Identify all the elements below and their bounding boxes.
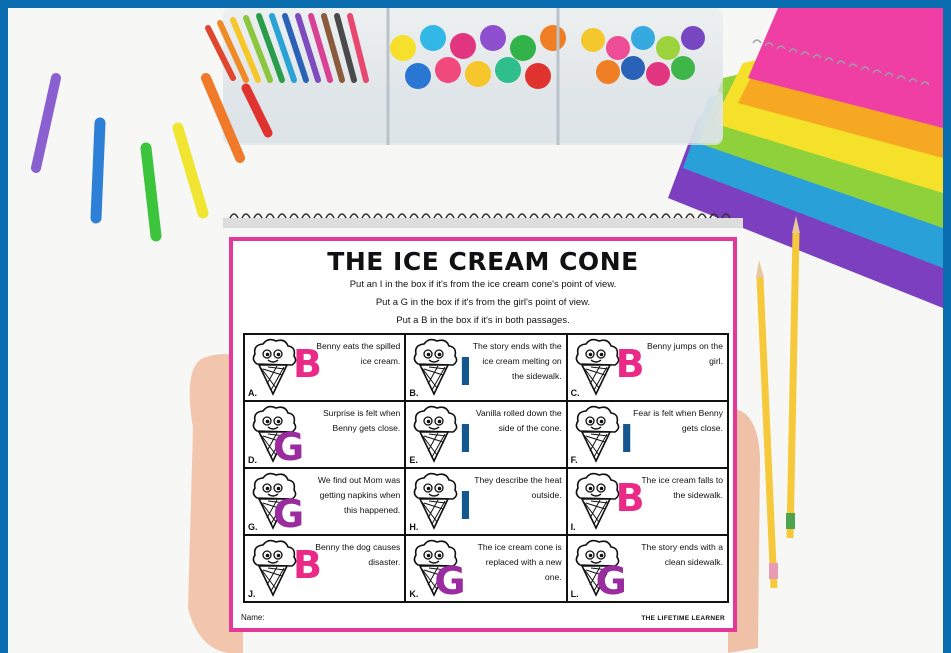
- instruction-line: Put an I in the box if it's from the ice cream cone's point of view.: [349, 279, 617, 290]
- brand-label: THE LIFETIME LEARNER: [641, 615, 725, 622]
- handwritten-answer: G: [595, 559, 627, 602]
- cell-letter: J.: [248, 589, 256, 599]
- worksheet-cell: [244, 401, 405, 468]
- worksheet-cell: [405, 468, 566, 535]
- pencils: [756, 216, 800, 588]
- handwritten-answer: I: [458, 484, 473, 528]
- name-label: Name:: [241, 613, 265, 622]
- worksheet-cell: [567, 468, 728, 535]
- cell-letter: I.: [570, 522, 576, 532]
- handwritten-answer: G: [273, 492, 305, 535]
- cell-statement: Benny the dog causes disaster.: [315, 542, 401, 567]
- instruction-line: Put a G in the box if it's from the girl's point of view.: [375, 297, 591, 308]
- cell-statement: They describe the heat outside.: [474, 475, 562, 500]
- cell-statement: Benny jumps on the girl.: [647, 341, 723, 366]
- worksheet-cell: [567, 535, 728, 602]
- cell-statement: Surprise is felt when Benny gets close.: [322, 408, 401, 433]
- spiral-binding: [223, 214, 743, 223]
- handwritten-answer: I: [619, 417, 634, 461]
- worksheet-cell: [244, 334, 405, 401]
- worksheet-cell: [567, 401, 728, 468]
- ice-cream-cone-icon: [249, 539, 297, 599]
- cell-statement: The story ends with the ice cream melting on the sidewalk.: [472, 341, 562, 381]
- cell-statement: The ice cream cone is replaced with a new one.: [477, 542, 562, 582]
- handwritten-answer: B: [293, 543, 322, 587]
- ice-cream-cone-icon: [572, 472, 620, 532]
- cell-letter: A.: [248, 388, 257, 398]
- cell-statement: Benny eats the spilled ice cream.: [316, 341, 401, 366]
- answer-grid: [243, 333, 729, 603]
- cell-letter: B.: [409, 388, 419, 398]
- cell-letter: H.: [409, 522, 419, 532]
- worksheet-cell: [405, 401, 566, 468]
- cell-statement: Vanilla rolled down the side of the cone.: [475, 408, 562, 433]
- cell-letter: K.: [409, 589, 419, 599]
- handwritten-answer: I: [458, 417, 473, 461]
- worksheet-title: THE ICE CREAM CONE: [327, 247, 639, 276]
- photo-frame: [8, 8, 943, 653]
- worksheet-cell: [405, 535, 566, 602]
- handwritten-answer: G: [434, 559, 466, 602]
- cell-statement: Fear is felt when Benny gets close.: [633, 408, 723, 433]
- cell-letter: E.: [409, 455, 418, 465]
- cell-letter: C.: [570, 388, 580, 398]
- cell-letter: F.: [570, 455, 578, 465]
- cell-letter: G.: [248, 522, 258, 532]
- cell-letter: D.: [248, 455, 257, 465]
- cell-statement: We find out Mom was getting napkins when this happened.: [317, 475, 401, 515]
- ice-cream-cone-icon: [572, 405, 620, 465]
- cell-statement: The ice cream falls to the sidewalk.: [641, 475, 723, 500]
- handwritten-answer: B: [615, 342, 645, 386]
- handwritten-answer: G: [273, 425, 305, 468]
- handwritten-answer: B: [293, 342, 322, 386]
- worksheet-cell: [405, 334, 566, 401]
- worksheet: [229, 237, 737, 632]
- handwritten-answer: B: [615, 476, 645, 520]
- instruction-line: Put a B in the box if it's in both passages.: [396, 315, 570, 326]
- marker-caddy: [208, 8, 723, 145]
- worksheet-cell: [244, 535, 405, 602]
- cell-statement: The story ends with a clean sidewalk.: [641, 542, 723, 567]
- cell-letter: L.: [570, 589, 579, 599]
- worksheet-cell: [567, 334, 728, 401]
- worksheet-cell: [244, 468, 405, 535]
- handwritten-answer: I: [458, 350, 473, 394]
